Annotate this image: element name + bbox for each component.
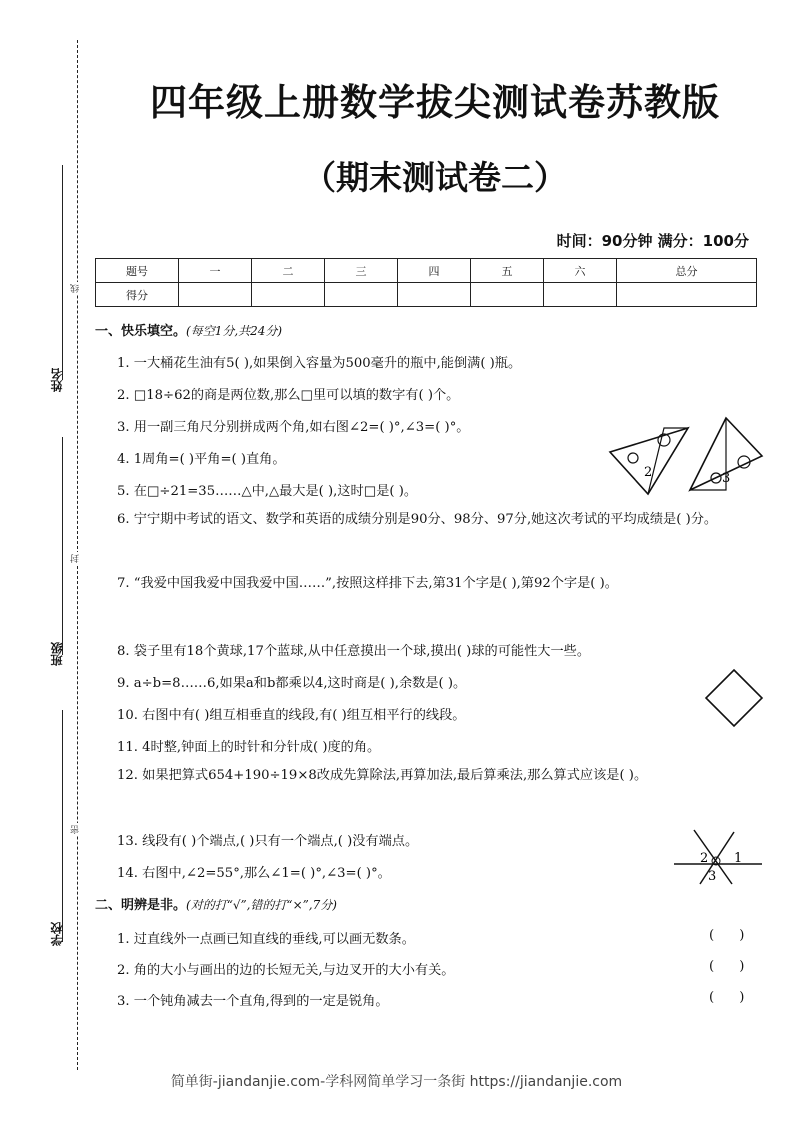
question-1-5: 5. 在□÷21=35……△中,△最大是( ),这时□是( )。	[117, 484, 418, 499]
cut-word-seal: 封	[71, 554, 81, 563]
score-cell[interactable]	[471, 283, 544, 307]
ruler-hole	[628, 453, 638, 463]
question-2-2: 2. 角的大小与画出的边的长短无关,与边叉开的大小有关。	[117, 963, 455, 978]
score-cell[interactable]	[398, 283, 471, 307]
page-title: 四年级上册数学拔尖测试卷苏教版	[150, 81, 720, 124]
score-cell[interactable]	[179, 283, 252, 307]
score-header-cell: 五	[471, 259, 544, 283]
answer-bracket[interactable]: ( )	[709, 928, 745, 943]
question-1-1: 1. 一大桶花生油有5( ),如果倒入容量为500毫升的瓶中,能倒满( )瓶。	[117, 356, 522, 371]
school-label: 学校	[50, 922, 64, 946]
page-subtitle: （期末测试卷二）	[303, 158, 567, 197]
score-header-cell: 六	[544, 259, 617, 283]
rhombus-shape	[706, 670, 762, 726]
question-2-3: 3. 一个钝角减去一个直角,得到的一定是锐角。	[117, 994, 389, 1009]
section-1-title: 一、快乐填空。	[95, 324, 187, 339]
line-angle-label-3: 3	[708, 869, 717, 884]
score-cell[interactable]	[252, 283, 325, 307]
section-2-heading	[95, 894, 337, 913]
score-header-cell: 一	[179, 259, 252, 283]
class-write-line	[62, 437, 63, 655]
section-1-note: (每空1分,共24分)	[186, 324, 283, 338]
school-write-line	[62, 710, 63, 942]
score-header-cell: 三	[325, 259, 398, 283]
footer-watermark-text: 简单街-jiandanjie.com-学科网简单学习一条街 https://jiandanjie.com	[170, 1074, 623, 1090]
question-1-9: 9. a÷b=8……6,如果a和b都乘以4,这时商是( ),余数是( )。	[117, 676, 467, 691]
section-2-note: (对的打“√”,错的打“×”,7分)	[186, 898, 337, 912]
angle-label-2: 2	[644, 465, 653, 480]
score-row-label: 得分	[96, 283, 179, 307]
answer-bracket[interactable]: ( )	[709, 959, 745, 974]
triangle-ruler-figure	[606, 412, 784, 502]
triangle-ruler-1	[610, 428, 688, 494]
score-cell[interactable]	[325, 283, 398, 307]
score-cell[interactable]	[544, 283, 617, 307]
intersecting-lines-figure	[672, 826, 764, 886]
question-2-1: 1. 过直线外一点画已知直线的垂线,可以画无数条。	[117, 932, 415, 947]
line-angle-label-1: 1	[734, 851, 743, 866]
question-1-3: 3. 用一副三角尺分别拼成两个角,如右图∠2=( )°,∠3=( )°。	[117, 420, 470, 435]
time-score-info: 时间：90分钟 满分：100分	[556, 232, 749, 250]
question-1-6: 6. 宁宁期中考试的语文、数学和英语的成绩分别是90分、98分、97分,她这次考试的平均成绩是( )分。	[117, 512, 718, 527]
score-cell[interactable]	[617, 283, 757, 307]
score-header-cell: 总分	[617, 259, 757, 283]
question-1-14: 14. 右图中,∠2=55°,那么∠1=( )°,∠3=( )°。	[117, 866, 391, 881]
section-2-title: 二、明辨是非。	[95, 898, 187, 913]
answer-bracket[interactable]: ( )	[709, 990, 745, 1005]
question-1-11: 11. 4时整,钟面上的时针和分针成( )度的角。	[117, 740, 381, 755]
name-label: 姓名	[50, 368, 64, 392]
binding-margin	[0, 0, 95, 1122]
score-table-header-row	[96, 259, 757, 283]
score-header-cell: 题号	[96, 259, 179, 283]
rhombus-figure	[703, 667, 765, 729]
cut-word-secret: 密	[71, 825, 81, 834]
score-table-score-row	[96, 283, 757, 307]
section-1-heading	[95, 320, 282, 339]
line-angle-label-2: 2	[700, 851, 709, 866]
angle-label-3: 3	[722, 471, 731, 486]
question-1-7: 7. “我爱中国我爱中国我爱中国……”,按照这样排下去,第31个字是( ),第92个字是( )。	[117, 576, 618, 591]
question-1-8: 8. 袋子里有18个黄球,17个蓝球,从中任意摸出一个球,摸出( )球的可能性大一些。	[117, 644, 591, 659]
question-1-10: 10. 右图中有( )组互相垂直的线段,有( )组互相平行的线段。	[117, 708, 466, 723]
score-header-cell: 四	[398, 259, 471, 283]
question-1-4: 4. 1周角=( )平角=( )直角。	[117, 452, 286, 467]
score-table	[95, 258, 757, 307]
question-1-13: 13. 线段有( )个端点,( )只有一个端点,( )没有端点。	[117, 834, 419, 849]
cut-word-line: 线	[71, 284, 81, 293]
question-1-12: 12. 如果把算式654+190÷19×8改成先算除法,再算加法,最后算乘法,那么算式应该是( )。	[117, 768, 648, 783]
question-1-2: 2. □18÷62的商是两位数,那么□里可以填的数字有( )个。	[117, 388, 460, 403]
score-header-cell: 二	[252, 259, 325, 283]
class-label: 班级	[50, 642, 64, 666]
name-write-line	[62, 165, 63, 380]
